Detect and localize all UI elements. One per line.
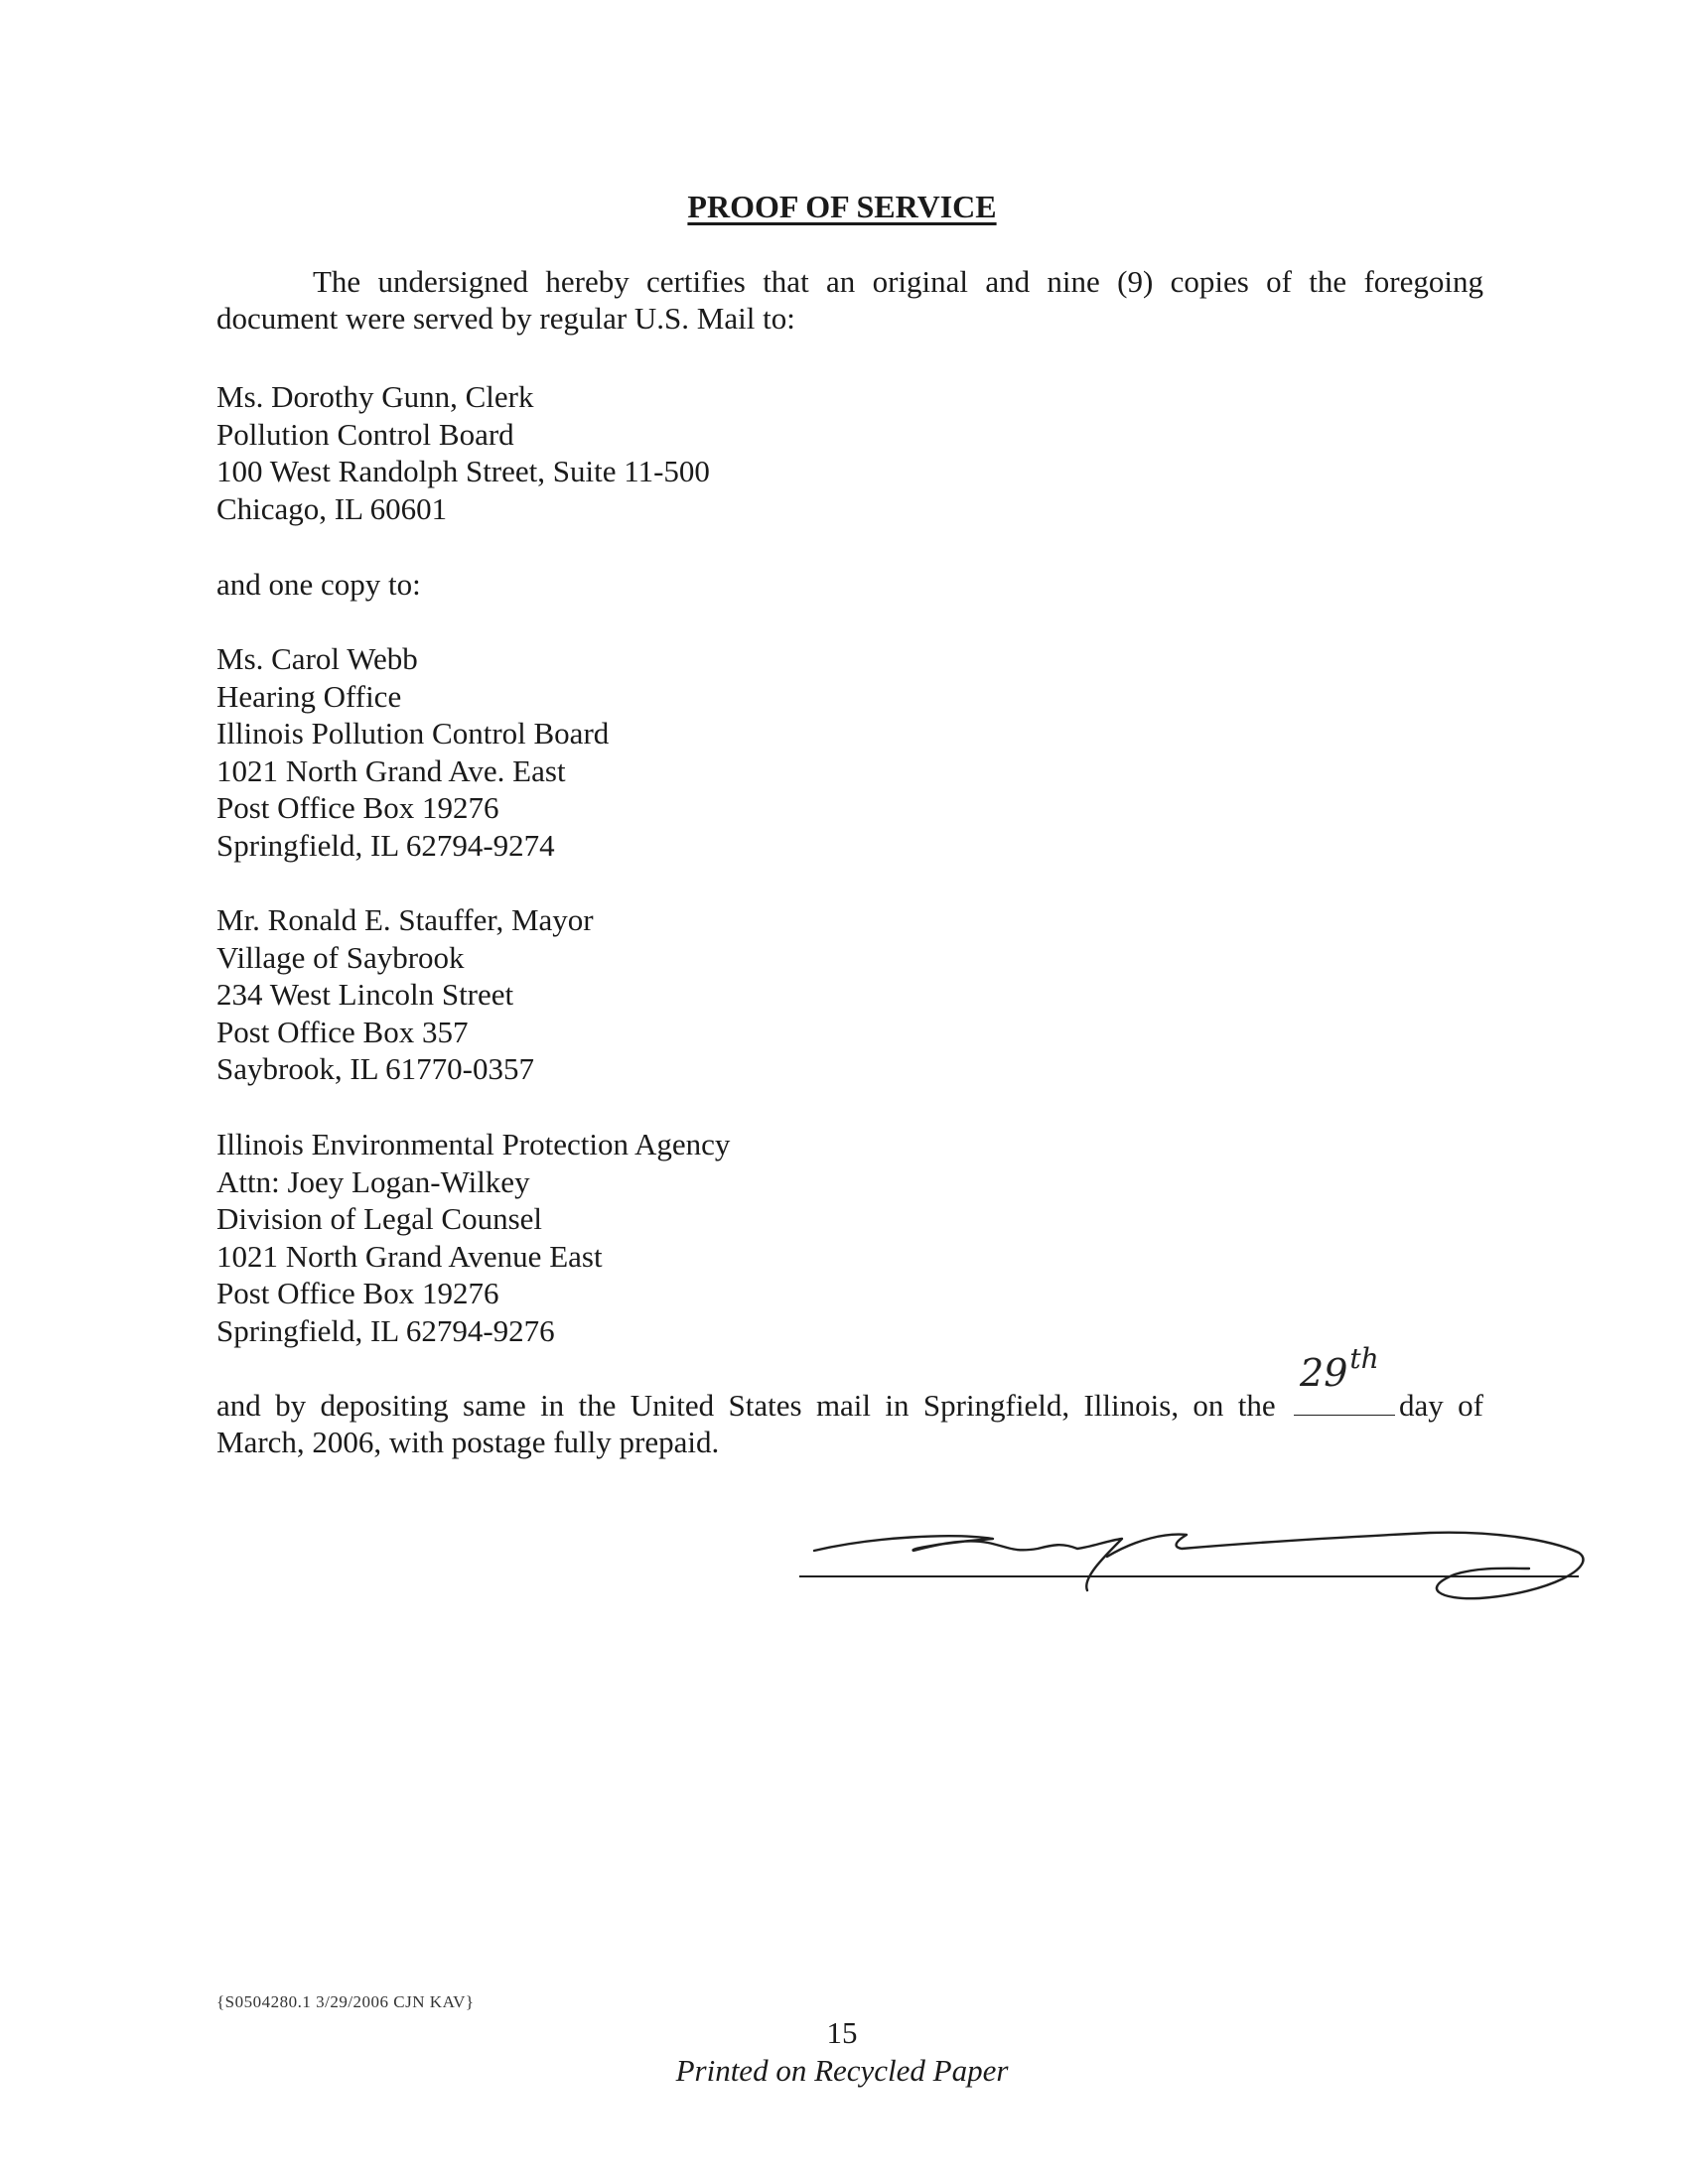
signature-icon bbox=[794, 1509, 1589, 1628]
address-line: Ms. Dorothy Gunn, Clerk bbox=[216, 379, 534, 414]
address-line: Attn: Joey Logan-Wilkey bbox=[216, 1163, 530, 1199]
address-line: Illinois Pollution Control Board bbox=[216, 716, 610, 751]
closing-line-2: March, 2006, with postage fully prepaid. bbox=[216, 1425, 720, 1459]
address-line: Saybrook, IL 61770-0357 bbox=[216, 1051, 535, 1086]
intro-line-2: document were served by regular U.S. Mail to: bbox=[216, 301, 795, 336]
address-line: Post Office Box 19276 bbox=[216, 790, 499, 825]
page-number: 15 bbox=[826, 2015, 858, 2050]
address-block-epa bbox=[216, 1126, 1110, 1349]
address-line: Springfield, IL 62794-9274 bbox=[216, 827, 555, 863]
address-line: Division of Legal Counsel bbox=[216, 1201, 543, 1236]
recycled-paper-note: Printed on Recycled Paper bbox=[675, 2053, 1009, 2088]
document-code: {S0504280.1 3/29/2006 CJN KAV} bbox=[216, 1992, 475, 2011]
address-line: Mr. Ronald E. Stauffer, Mayor bbox=[216, 902, 594, 937]
intro-paragraph bbox=[216, 263, 1483, 337]
address-line: Illinois Environmental Protection Agency bbox=[216, 1127, 731, 1161]
address-line: 1021 North Grand Ave. East bbox=[216, 752, 566, 788]
address-line: Post Office Box 19276 bbox=[216, 1276, 499, 1310]
address-line: 100 West Randolph Street, Suite 11-500 bbox=[216, 454, 710, 488]
closing-line-1: and by depositing same in the United States mail in Springfield, Illinois, on the 29th day of bbox=[216, 1342, 1483, 1423]
one-copy-label: and one copy to: bbox=[216, 567, 421, 602]
date-blank bbox=[1294, 1342, 1395, 1416]
address-line: Hearing Office bbox=[216, 678, 402, 714]
address-line: 234 West Lincoln Street bbox=[216, 977, 514, 1012]
address-line: Ms. Carol Webb bbox=[216, 641, 418, 676]
address-line: Springfield, IL 62794-9276 bbox=[216, 1312, 555, 1348]
intro-line-1: The undersigned hereby certifies that an original and nine (9) copies of the foregoing bbox=[313, 264, 1483, 299]
address-line: Pollution Control Board bbox=[216, 416, 514, 452]
address-line: Chicago, IL 60601 bbox=[216, 490, 448, 526]
address-line: 1021 North Grand Avenue East bbox=[216, 1238, 603, 1274]
address-line: Post Office Box 357 bbox=[216, 1014, 469, 1049]
signature-stroke-2 bbox=[1107, 1533, 1583, 1599]
address-block-clerk bbox=[216, 378, 1110, 527]
address-block-mayor bbox=[216, 901, 1110, 1088]
closing-paragraph bbox=[216, 1342, 1483, 1460]
address-block-hearing-office bbox=[216, 640, 1110, 864]
address-line: Village of Saybrook bbox=[216, 939, 465, 975]
signature-stroke-1 bbox=[814, 1536, 1122, 1590]
document-title: PROOF OF SERVICE bbox=[687, 189, 997, 224]
handwritten-day: 29th bbox=[1300, 1342, 1379, 1395]
